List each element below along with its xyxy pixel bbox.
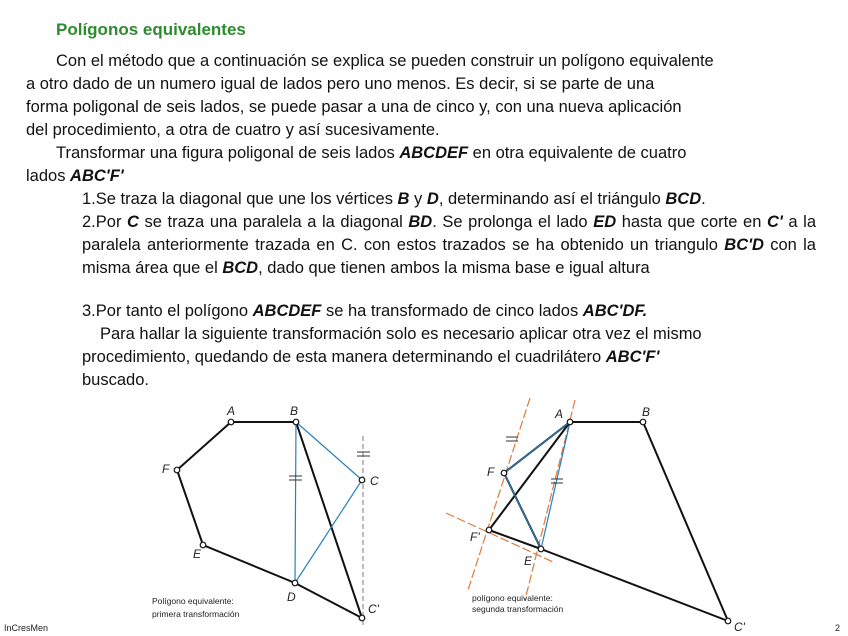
vertex-e	[200, 542, 206, 548]
label-d: D	[287, 590, 296, 604]
vertex-cprime	[359, 615, 365, 621]
vertex-d	[292, 580, 298, 586]
step-em: BD	[408, 213, 433, 231]
label-f: F	[162, 462, 170, 476]
step-number: 1.	[82, 190, 96, 208]
vertex-b	[640, 419, 646, 425]
label-a: A	[555, 407, 564, 421]
label-f: F	[487, 465, 495, 479]
orange-line	[468, 398, 530, 590]
page-title: Polígonos equivalentes	[56, 20, 246, 39]
task-target: ABC'F'	[70, 167, 124, 185]
closing-em: ABC'F'	[605, 348, 660, 366]
page-number: 2	[835, 623, 841, 633]
task-polygon: ABCDEF	[399, 144, 469, 162]
label-e: E	[524, 554, 533, 568]
step-text: , dado que tienen ambos la misma base e igual altura	[258, 259, 650, 277]
step-text: .	[701, 190, 706, 208]
step-em: BCD	[665, 190, 702, 208]
vertex-a	[567, 419, 573, 425]
side-cd	[295, 480, 362, 583]
intro-line: a otro dado de un numero igual de lados pero uno menos. Es decir, si se parte de una	[26, 75, 655, 93]
step-text: se traza una paralela a la diagonal	[138, 213, 409, 231]
task-text: lados	[26, 167, 71, 185]
step-text: Se traza la diagonal que une los vértices	[95, 190, 398, 208]
step-text: se ha transformado de cinco lados	[321, 302, 583, 320]
vertex-c	[359, 477, 365, 483]
step-em: D	[426, 190, 439, 208]
vertex-f	[501, 470, 507, 476]
step-text: hasta que corte en	[616, 213, 767, 231]
side-b-cprime	[643, 422, 728, 621]
label-e: E	[193, 547, 202, 561]
intro-line: forma poligonal de seis lados, se puede pasar a una de cinco y, con una nueva aplicación	[26, 98, 682, 116]
vertex-fprime	[486, 527, 492, 533]
label-a: A	[227, 404, 236, 418]
step-em: C	[127, 213, 139, 231]
step-text: . Se prolonga el lado	[432, 213, 594, 231]
task-text: en otra equivalente de cuatro	[468, 144, 687, 162]
step-text: y	[409, 190, 427, 208]
label-cprime: C'	[734, 620, 745, 634]
orange-line	[525, 400, 575, 600]
orange-line	[446, 513, 553, 562]
intro-line: Con el método que a continuación se explica se pueden construir un polígono equivalente	[56, 52, 714, 70]
vertex-e	[538, 546, 544, 552]
polygon-outline	[177, 422, 362, 618]
step-em: B	[397, 190, 410, 208]
step-text: Por tanto el polígono	[95, 302, 253, 320]
closing-line: buscado.	[82, 371, 149, 389]
closing-text: procedimiento, quedando de esta manera determinando el cuadrilátero	[82, 348, 606, 366]
label-cprime: C'	[368, 602, 379, 616]
figure-1-caption: Polígono equivalente:	[152, 596, 234, 606]
step-number: 3.	[82, 302, 96, 320]
label-b: B	[290, 404, 299, 418]
figure-1	[152, 404, 380, 628]
vertex-f	[174, 467, 180, 473]
figure-1-caption: primera transformación	[152, 609, 240, 619]
diagonal-bd	[295, 422, 296, 583]
label-b: B	[642, 405, 651, 419]
closing-line: Para hallar la siguiente transformación solo es necesario aplicar otra vez el mismo	[100, 325, 702, 343]
step-em: ED	[593, 213, 617, 231]
polygon-outline	[504, 422, 728, 621]
step-em: BCD	[222, 259, 259, 277]
step-text: con la misma área que el	[82, 236, 816, 277]
figure-2-caption: segunda transformación	[472, 604, 564, 614]
vertex-a	[228, 419, 234, 425]
label-c: C	[370, 474, 379, 488]
step-em: BC'D	[724, 236, 764, 254]
step-em: ABC'DF.	[582, 302, 648, 320]
step-number: 2.	[82, 213, 96, 231]
intro-line: del procedimiento, a otra de cuatro y así sucesivamente.	[26, 121, 440, 139]
step-text: Por	[95, 213, 128, 231]
footer-left: InCresMen	[4, 623, 49, 633]
figure-2-caption: polígono equivalente:	[472, 593, 553, 603]
figure-2	[446, 398, 746, 634]
vertex-b	[293, 419, 299, 425]
label-fprime: F'	[470, 530, 480, 544]
step-em: ABCDEF	[252, 302, 322, 320]
vertex-cprime	[725, 618, 731, 624]
step-em: C'	[766, 213, 783, 231]
step-text: , determinando así el triángulo	[438, 190, 666, 208]
step-text: a la paralela anteriormente trazada en C. con estos trazados se ha obtenido un triangulo	[82, 213, 816, 254]
task-text: Transformar una figura poligonal de seis lados	[56, 144, 400, 162]
